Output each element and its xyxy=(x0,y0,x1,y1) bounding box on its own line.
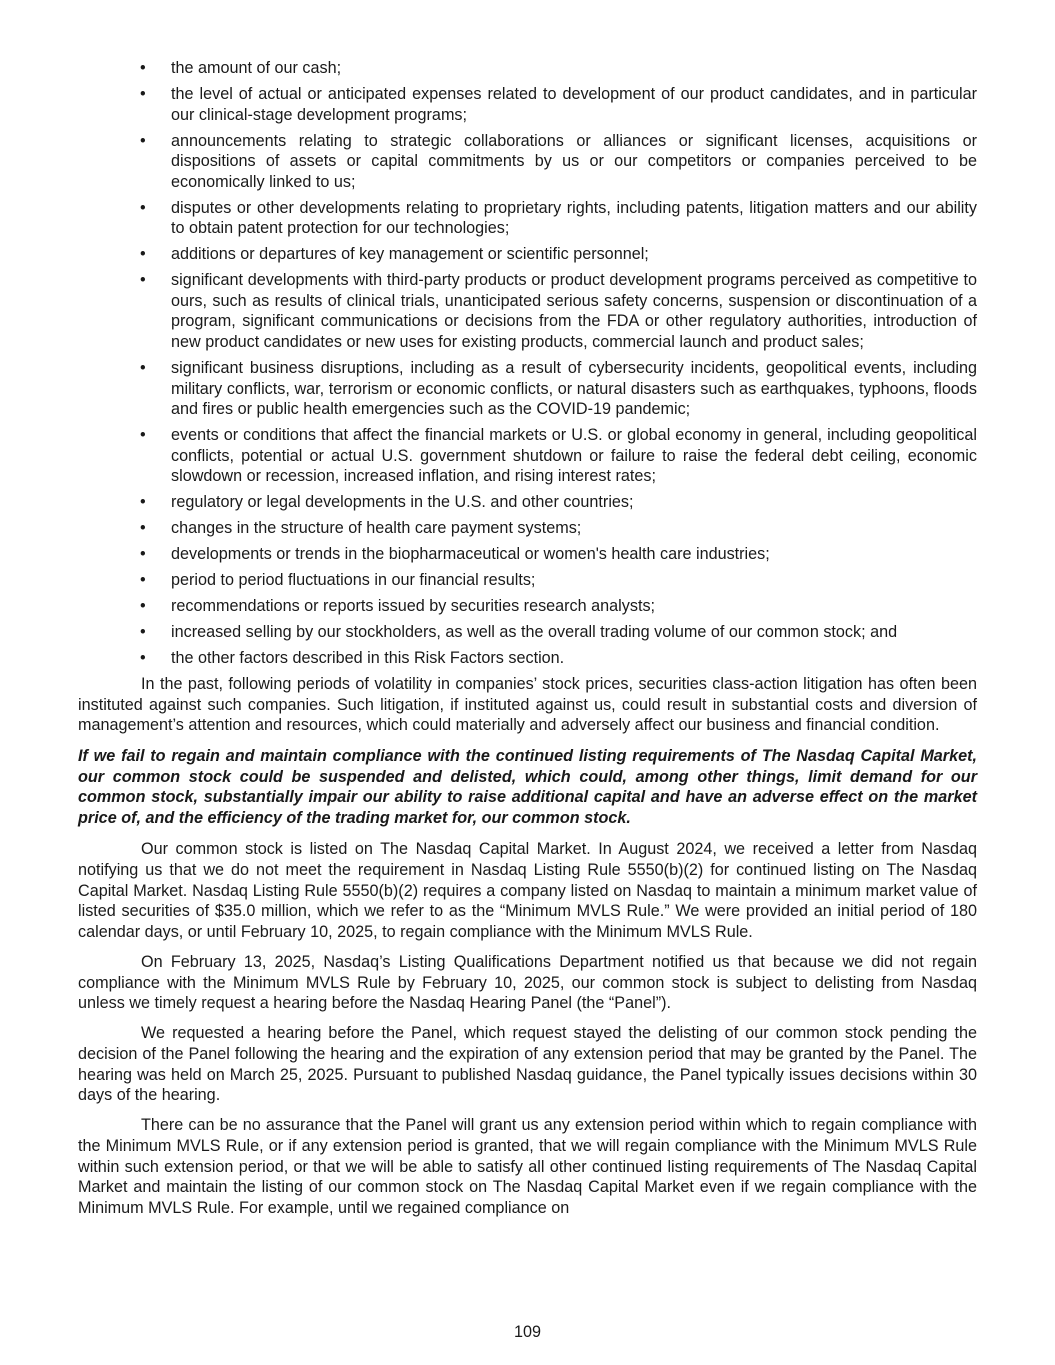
bullet-icon: • xyxy=(140,426,146,445)
bullet-icon: • xyxy=(140,271,146,290)
bullet-item xyxy=(78,358,977,420)
bullet-icon: • xyxy=(140,131,146,150)
body-paragraph: Our common stock is listed on The Nasdaq Capital Market. In August 2024, we received a letter from Nasdaq notifying us that we do not meet the requirement in Nasdaq Listing Rule 5550(b)(2) for continued listing on The Nasdaq Capital Market. Nasdaq Listing Rule 5550(b)(2) requires a company listed on Nasdaq to maintain a minimum market value of listed securities of $35.0 million, which we refer to as the “Minimum MVLS Rule.” We were provided an initial period of 180 calendar days, or until February 10, 2025, to regain compliance with the Minimum MVLS Rule. xyxy=(78,840,977,941)
bullet-icon: • xyxy=(140,198,146,217)
bullet-item xyxy=(78,58,977,79)
bullet-item xyxy=(78,544,977,565)
bullet-item xyxy=(78,244,977,265)
bullet-item xyxy=(78,648,977,669)
bullet-text: period to period fluctuations in our financial results; xyxy=(171,571,536,590)
bullet-item xyxy=(78,198,977,239)
bullet-item xyxy=(78,425,977,487)
bullet-text: changes in the structure of health care payment systems; xyxy=(171,519,582,538)
bullet-text: significant business disruptions, including as a result of cybersecurity incidents, geopolitical events, including military conflicts, war, terrorism or economic conflicts, or natural disasters such as earthquakes, typhoons, floods and fires or public health emergencies such as the COVID-19 pandemic; xyxy=(171,359,977,419)
bullet-icon: • xyxy=(140,597,146,616)
section-heading: If we fail to regain and maintain compliance with the continued listing requirements of The Nasdaq Capital Market, our common stock could be suspended and delisted, which could, among other things, limit demand for our common stock, substantially impair our ability to raise additional capital and have an adverse effect on the market price of, and the efficiency of the trading market for, our common stock. xyxy=(78,747,977,827)
risk-factor-bullet-list xyxy=(78,58,977,669)
body-paragraph: There can be no assurance that the Panel will grant us any extension period within which to regain compliance with the Minimum MVLS Rule, or if any extension period is granted, that we will regain compliance with the Minimum MVLS Rule within such extension period, or that we will be able to satisfy all other continued listing requirements of The Nasdaq Capital Market and maintain the listing of our common stock on The Nasdaq Capital Market even if we regain compliance with the Minimum MVLS Rule. For example, until we regained compliance on xyxy=(78,1116,977,1217)
bullet-icon: • xyxy=(140,245,146,264)
bullet-icon: • xyxy=(140,359,146,378)
bullet-text: significant developments with third-party products or product development programs perceived as competitive to ours, such as results of clinical trials, unanticipated serious safety concerns, suspension or discontinuation of a program, significant communications or decisions from the FDA or other regulatory authorities, introduction of new product candidates or new uses for existing products, commercial launch and product sales; xyxy=(171,271,977,352)
bullet-item xyxy=(78,492,977,513)
bullet-icon: • xyxy=(140,623,146,642)
bullet-icon: • xyxy=(140,493,146,512)
body-paragraph: We requested a hearing before the Panel, which request stayed the delisting of our common stock pending the decision of the Panel following the hearing and the expiration of any extension period that may be granted by the Panel. The hearing was held on March 25, 2025. Pursuant to published Nasdaq guidance, the Panel typically issues decisions within 30 days of the hearing. xyxy=(78,1024,977,1105)
body-paragraph: On February 13, 2025, Nasdaq’s Listing Qualifications Department notified us that because we did not regain compliance with the Minimum MVLS Rule by February 10, 2025, our common stock is subject to delisting from Nasdaq unless we timely request a hearing before the Nasdaq Hearing Panel (the “Panel”). xyxy=(78,953,977,1013)
bullet-item xyxy=(78,131,977,193)
volatility-paragraph: In the past, following periods of volatility in companies’ stock prices, securities class-action litigation has often been instituted against such companies. Such litigation, if instituted against us, could result in substantial costs and diversion of management’s attention and resources, which could materially and adversely affect our business and financial condition. xyxy=(78,675,977,735)
bullet-text: increased selling by our stockholders, as well as the overall trading volume of our common stock; and xyxy=(171,623,898,642)
bullet-text: developments or trends in the biopharmaceutical or women's health care industries; xyxy=(171,545,770,564)
bullet-icon: • xyxy=(140,84,146,103)
bullet-icon: • xyxy=(140,545,146,564)
bullet-item xyxy=(78,518,977,539)
page-number: 109 xyxy=(513,1323,541,1341)
bullet-text: events or conditions that affect the financial markets or U.S. or global economy in general, including geopolitical conflicts, potential or actual U.S. government shutdown or failure to raise the federal debt ceiling, economic slowdown or recession, increased inflation, and rising interest rates; xyxy=(171,426,977,486)
bullet-item xyxy=(78,270,977,352)
bullet-item xyxy=(78,84,977,125)
bullet-text: announcements relating to strategic collaborations or alliances or significant licenses, acquisitions or dispositions of assets or capital commitments by us or our competitors or companies perceived to be economically linked to us; xyxy=(171,131,977,191)
bullet-icon: • xyxy=(140,649,146,668)
bullet-icon: • xyxy=(140,519,146,538)
bullet-text: regulatory or legal developments in the U.S. and other countries; xyxy=(171,493,634,512)
bullet-icon: • xyxy=(140,571,146,590)
bullet-item xyxy=(78,596,977,617)
bullet-text: disputes or other developments relating to proprietary rights, including patents, litigation matters and our ability to obtain patent protection for our technologies; xyxy=(171,198,977,238)
bullet-text: the level of actual or anticipated expenses related to development of our product candidates, and in particular our clinical-stage development programs; xyxy=(171,84,977,124)
bullet-text: recommendations or reports issued by securities research analysts; xyxy=(171,597,656,616)
bullet-text: additions or departures of key management or scientific personnel; xyxy=(171,245,649,264)
bullet-text: the amount of our cash; xyxy=(171,59,342,77)
bullet-text: the other factors described in this Risk Factors section. xyxy=(171,649,565,668)
bullet-icon: • xyxy=(140,59,146,77)
document-page xyxy=(78,58,977,1228)
bullet-item xyxy=(78,570,977,591)
bullet-item xyxy=(78,622,977,643)
